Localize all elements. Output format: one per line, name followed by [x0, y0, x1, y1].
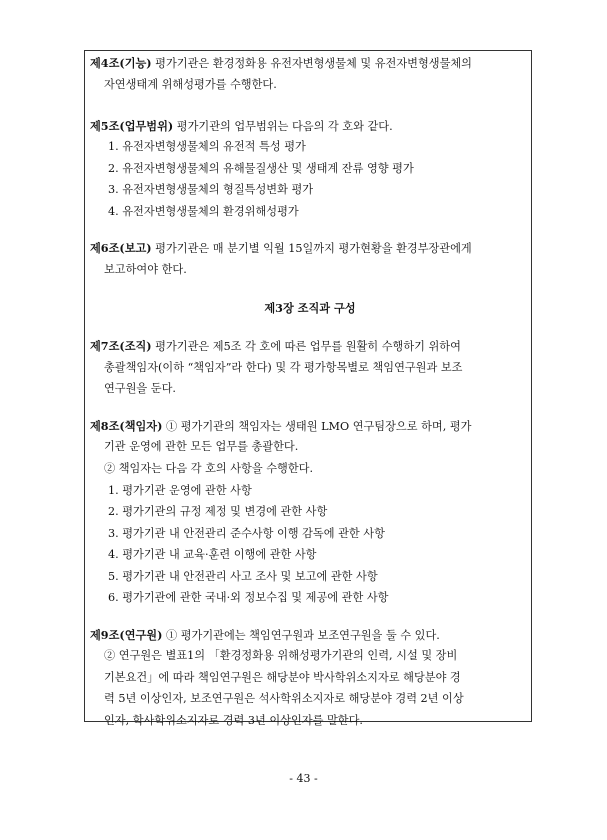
art5-text1: 평가기관의 업무범위는 다음의 각 호와 같다.: [173, 120, 393, 133]
art9-line1: [90, 627, 440, 644]
page-number: - 43 -: [289, 772, 318, 785]
art4-line1: [90, 55, 472, 72]
chapter-title: 제3장 조직과 구성: [264, 301, 356, 315]
art6-line1: [90, 240, 472, 257]
art7-line3: 연구원을 둔다.: [104, 382, 176, 395]
art7-heading: 제7조(조직): [90, 339, 152, 353]
art7-text1: 평가기관은 제5조 각 호에 따른 업무를 원활히 수행하기 위하여: [151, 340, 461, 353]
art6-heading: 제6조(보고): [90, 241, 152, 255]
art8-item-1: 1. 평가기관 운영에 관한 사항: [108, 484, 252, 497]
art9-text1: ① 평가기관에는 책임연구원과 보조연구원을 둘 수 있다.: [162, 629, 440, 642]
art9-line4: 력 5년 이상인자, 보조연구원은 석사학위소지자로 해당분야 경력 2년 이상: [104, 692, 464, 705]
art5-item-1: 1. 유전자변형생물체의 유전적 특성 평가: [108, 140, 306, 153]
art8-item-2: 2. 평가기관의 규정 제정 및 변경에 관한 사항: [108, 505, 328, 518]
art5-line1: [90, 118, 393, 135]
art4-heading: 제4조(기능): [90, 56, 152, 70]
art6-line2: 보고하여야 한다.: [104, 263, 187, 276]
art9-line5: 인자, 학사학위소지자로 경력 3년 이상인자를 말한다.: [104, 714, 363, 727]
art8-line3: ② 책임자는 다음 각 호의 사항을 수행한다.: [104, 462, 313, 475]
art9-line2: ② 연구원은 별표1의 「환경정화용 위해성평가기관의 인력, 시설 및 장비: [104, 649, 458, 662]
art8-line1: [90, 418, 471, 435]
art8-item-4: 4. 평가기관 내 교육·훈련 이행에 관한 사항: [108, 548, 317, 561]
art8-line2: 기관 운영에 관한 모든 업무를 총괄한다.: [104, 440, 299, 453]
art6-text1: 평가기관은 매 분기별 익월 15일까지 평가현황을 환경부장관에게: [151, 242, 472, 255]
art8-heading: 제8조(책임자): [90, 419, 163, 433]
art8-item-3: 3. 평가기관 내 안전관리 준수사항 이행 감독에 관한 사항: [108, 527, 385, 540]
art8-text1: ① 평가기관의 책임자는 생태원 LMO 연구팀장으로 하며, 평가: [162, 420, 472, 433]
art8-item-6: 6. 평가기관에 관한 국내·외 정보수집 및 제공에 관한 사항: [108, 591, 389, 604]
art9-line3: 기본요건」에 따라 책임연구원은 해당분야 박사학위소지자로 해당분야 경: [104, 671, 461, 684]
art7-line2: 총괄책임자(이하 “책임자”라 한다) 및 각 평가항목별로 책임연구원과 보조: [104, 361, 463, 374]
art5-item-2: 2. 유전자변형생물체의 유해물질생산 및 생태계 잔류 영향 평가: [108, 162, 414, 175]
art5-heading: 제5조(업무범위): [90, 119, 174, 133]
art5-item-4: 4. 유전자변형생물체의 환경위해성평가: [108, 205, 299, 218]
art7-line1: [90, 338, 461, 355]
art4-text1: 평가기관은 환경정화용 유전자변형생물체 및 유전자변형생물체의: [151, 57, 472, 70]
art4-line2: 자연생태계 위해성평가를 수행한다.: [104, 78, 277, 91]
art9-heading: 제9조(연구원): [90, 628, 163, 642]
art5-item-3: 3. 유전자변형생물체의 형질특성변화 평가: [108, 183, 314, 196]
art8-item-5: 5. 평가기관 내 안전관리 사고 조사 및 보고에 관한 사항: [108, 570, 378, 583]
